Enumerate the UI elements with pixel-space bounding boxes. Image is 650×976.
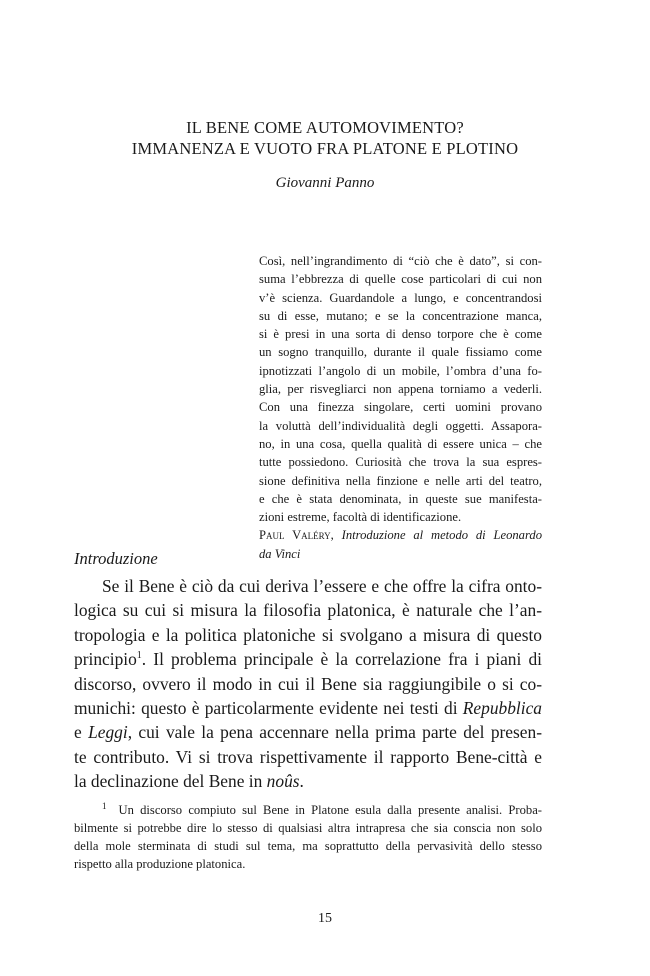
body-paragraph — [74, 574, 542, 794]
body-text-segment: . — [299, 771, 304, 792]
epigraph-line: glia, per risvegliarci non appena torniamo a vederli. — [259, 382, 542, 397]
footnote-number: 1 — [102, 801, 107, 811]
epigraph-line: Con una finezza singolare, certi uomini provano — [259, 400, 542, 415]
body-line: discorso, ovvero il modo in cui il Bene sia raggiungibile o si co- — [74, 673, 542, 694]
body-line: logica su cui si misura la filosofia platonica, è naturale che l’an- — [74, 600, 542, 621]
body-line: tropologia e la politica platoniche si svolgano a misura di questo — [74, 624, 542, 645]
epigraph-source-work-continued: da Vinci — [259, 546, 301, 561]
body-italic-term: Leggi — [88, 722, 128, 743]
epigraph-line: Così, nell’ingrandimento di “ciò che è dato”, si con- — [259, 254, 542, 268]
footnote — [74, 797, 542, 873]
body-text-segment: principio — [74, 649, 137, 670]
body-line — [74, 696, 542, 720]
epigraph — [259, 252, 542, 563]
epigraph-source-work: Introduzione al metodo di Leonardo — [341, 528, 543, 543]
body-line: te contributo. Vi si trova rispettivamente il rapporto Bene-città e — [74, 746, 542, 767]
body-text-segment: munichi: questo è particolarmente evidente nei testi di — [74, 698, 463, 719]
epigraph-line: la voluttà dell’individualità degli oggetti. Assaporа- — [259, 418, 542, 433]
footnote-line: della mole sterminata di studi sul tema, ma soprattutto della pervasività dello stesso — [74, 839, 542, 854]
epigraph-line: zioni estreme, facoltà di identificazione. — [259, 510, 462, 525]
body-line — [74, 769, 542, 793]
epigraph-line: suma l’ebbrezza di quelle cose particolari di cui non — [259, 272, 542, 287]
body-line — [74, 647, 542, 671]
chapter-title-line-1: IL BENE COME AUTOMOVIMENTO? — [186, 118, 464, 137]
body-line — [74, 720, 542, 744]
body-text-segment: . Il problema principale è la correlazione fra i piani di — [141, 649, 542, 670]
epigraph-line: ipnotizzati l’angolo di un mobile, l’ombra d’una fo- — [259, 363, 542, 378]
page-number: 15 — [318, 911, 332, 926]
epigraph-source-author: Paul Valéry, — [259, 528, 334, 543]
body-text-segment: la declinazione del Bene in — [74, 771, 267, 792]
epigraph-line: su di esse, mutano; e se la concentrazione manca, — [259, 308, 542, 323]
section-heading: Introduzione — [74, 549, 158, 568]
footnote-line — [74, 797, 542, 819]
footnote-line: bilmente si potrebbe dire lo stesso di qualsiasi altra intrapresa che sia conscia non solo — [74, 821, 542, 836]
epigraph-line: v’è scienza. Guardandole a lungo, e concentrandosi — [259, 290, 542, 305]
body-text-segment: , cui vale la pena accennare nella prima parte del presen- — [127, 722, 542, 743]
footnote-line: rispetto alla produzione platonica. — [74, 857, 246, 872]
epigraph-line: e che è stata denominata, in queste sue manifesta- — [259, 491, 542, 506]
epigraph-line: no, in una cosa, quella qualità di essere unica – che — [259, 436, 542, 451]
epigraph-source — [259, 526, 542, 563]
epigraph-line: un sogno tranquillo, durante il quale fissiamo come — [259, 345, 542, 360]
epigraph-line: si è presi in una sorta di denso torpore che è come — [259, 327, 542, 342]
body-italic-term: noûs — [266, 771, 300, 792]
author-name: Giovanni Panno — [275, 175, 375, 191]
epigraph-line: tutte possiedono. Curiosità che trova la sua espres- — [259, 455, 542, 470]
body-italic-term: Repubblica — [462, 698, 542, 719]
body-text-segment: e — [74, 722, 89, 743]
body-line: Se il Bene è ciò da cui deriva l’essere e che offre la cifra onto- — [102, 576, 542, 596]
epigraph-line: sione definitiva nella finzione e nelle arti del teatro, — [259, 473, 542, 488]
chapter-title — [0, 117, 650, 159]
chapter-title-line-2: IMMANENZA E VUOTO FRA PLATONE E PLOTINO — [131, 139, 519, 158]
footnote-reference[interactable]: 1 — [136, 650, 142, 662]
footnote-text: Un discorso compiuto sul Bene in Platone esula dalla presente analisi. Proba- — [118, 803, 542, 818]
